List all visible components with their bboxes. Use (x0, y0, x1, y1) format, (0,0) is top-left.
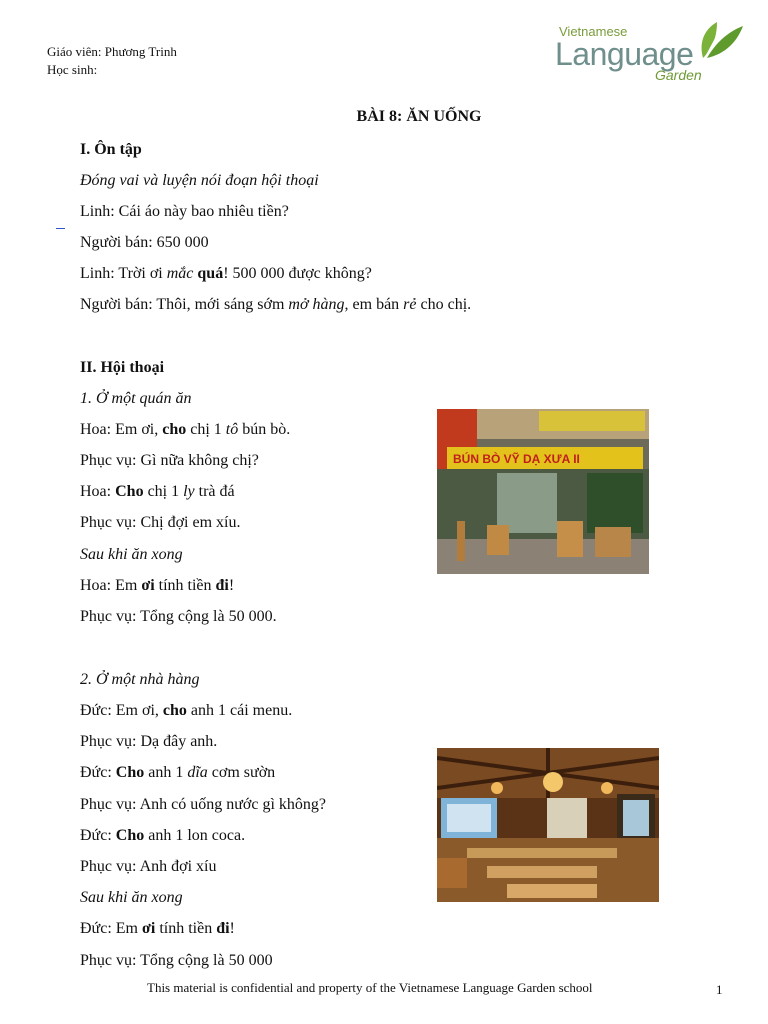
teacher-line: Giáo viên: Phương Trinh (47, 44, 177, 59)
dialog2-line-8: Đức: Em ơi tính tiền đi! (80, 920, 235, 937)
leaf-icon (697, 18, 745, 62)
review-line-2: Người bán: 650 000 (80, 234, 209, 251)
review-line-3: Linh: Trời ơi mắc quá! 500 000 được không? (80, 265, 372, 282)
dialog1-line-6: Hoa: Em ơi tính tiền đi! (80, 577, 235, 594)
school-logo (555, 18, 745, 82)
lesson-title: BÀI 8: ĂN UỐNG (356, 108, 482, 125)
dialog2-line-6: Phục vụ: Anh đợi xíu (80, 858, 217, 875)
footer-notice: This material is confidential and property of the Vietnamese Language Garden school (147, 980, 593, 995)
restaurant-storefront-photo (437, 409, 649, 574)
dialog1-line-3: Hoa: Cho chị 1 ly trà đá (80, 483, 235, 500)
dialog2-line-3: Đức: Cho anh 1 dĩa cơm sườn (80, 764, 276, 781)
dialog1-line-5: Sau khi ăn xong (80, 546, 183, 563)
restaurant-interior-photo (437, 748, 659, 902)
dialog2-line-9: Phục vụ: Tổng cộng là 50 000 (80, 952, 273, 969)
sign-text: BÚN BÒ VỸ DẠ XƯA II (453, 452, 580, 466)
review-line-1: Linh: Cái áo này bao nhiêu tiền? (80, 203, 289, 220)
section-review-heading: I. Ôn tập (80, 141, 142, 158)
dialog1-line-4: Phục vụ: Chị đợi em xíu. (80, 514, 241, 531)
dialog2-line-1: Đức: Em ơi, cho anh 1 cái menu. (80, 702, 293, 719)
dialog1-line-7: Phục vụ: Tổng cộng là 50 000. (80, 608, 277, 625)
review-instruction: Đóng vai và luyện nói đoạn hội thoại (80, 172, 319, 189)
review-line-4: Người bán: Thôi, mới sáng sớm mở hàng, em bán rẻ cho chị. (80, 296, 472, 313)
page-number: 1 (716, 982, 723, 997)
dialog2-line-2: Phục vụ: Dạ đây anh. (80, 733, 218, 750)
dialog1-line-1: Hoa: Em ơi, cho chị 1 tô bún bò. (80, 421, 291, 438)
dialog1-line-2: Phục vụ: Gì nữa không chị? (80, 452, 259, 469)
dialog2-line-4: Phục vụ: Anh có uống nước gì không? (80, 796, 326, 813)
logo-line3: Garden (655, 67, 702, 83)
dialog2-title: 2. Ở một nhà hàng (80, 671, 200, 688)
dialog1-title: 1. Ở một quán ăn (80, 390, 192, 407)
dialog2-line-5: Đức: Cho anh 1 lon coca. (80, 827, 246, 844)
margin-mark (56, 228, 65, 229)
logo-line2: Language (555, 36, 694, 72)
dialog2-line-7: Sau khi ăn xong (80, 889, 183, 906)
student-line: Học sinh: (47, 62, 98, 77)
section-dialog-heading: II. Hội thoại (80, 359, 165, 376)
logo-line1: Vietnamese (559, 24, 628, 39)
